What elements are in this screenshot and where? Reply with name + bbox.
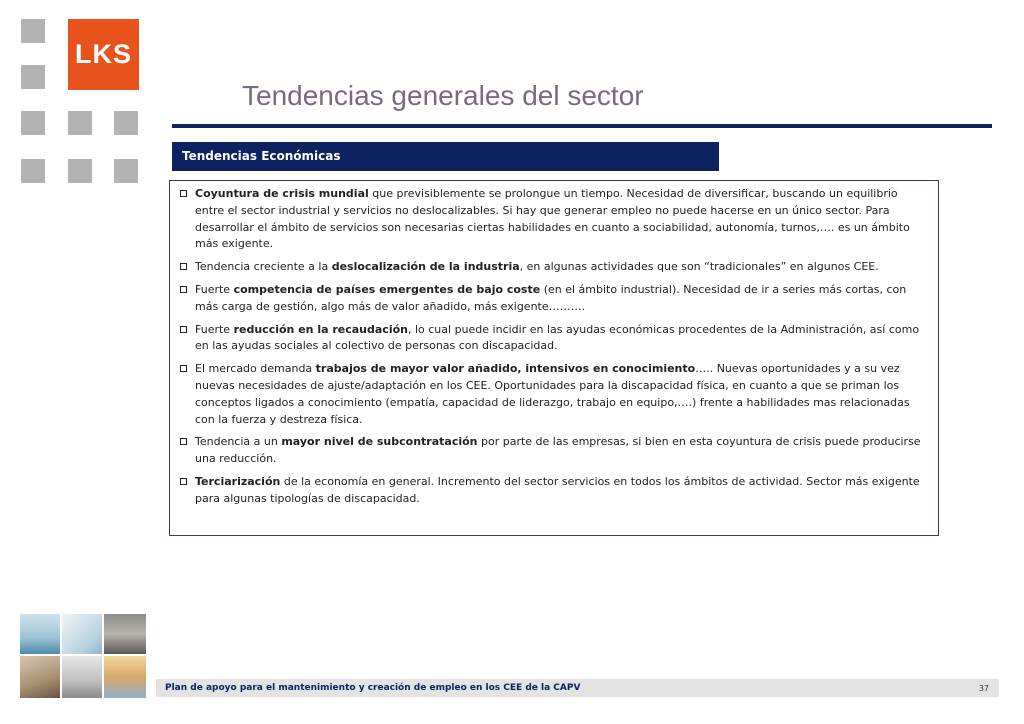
photo-writing-hand	[20, 656, 60, 698]
bullet-text: (en el ámbito industrial). Necesidad de ir a series más cortas, con más carga de gestión, algo más de valor añadido, más exigente……….	[195, 282, 907, 313]
decor-square	[114, 111, 138, 135]
section-heading-bar	[172, 142, 719, 171]
bullet-emphasis: Terciarización	[195, 474, 281, 488]
photo-paper-plane	[62, 614, 102, 654]
decor-square	[21, 65, 45, 89]
decor-square	[21, 159, 45, 183]
bullet-emphasis: Coyuntura de crisis mundial	[195, 187, 369, 200]
checkbox-bullet-icon	[180, 190, 187, 197]
list-item	[180, 434, 930, 468]
bullet-text: Tendencia a un	[195, 435, 282, 449]
list-item	[180, 361, 930, 428]
title-divider	[172, 124, 992, 128]
decor-square	[21, 111, 45, 135]
page-title: Tendencias generales del sector	[242, 80, 644, 111]
list-item	[180, 474, 930, 508]
bullet-emphasis: reducción en la recaudación	[233, 322, 408, 336]
trends-content-box	[169, 180, 939, 536]
photo-collage	[20, 614, 146, 698]
bullet-emphasis: competencia de países emergentes de bajo coste	[233, 282, 541, 296]
list-item	[180, 186, 930, 253]
bullet-text: El mercado demanda	[195, 362, 316, 376]
checkbox-bullet-icon	[180, 326, 187, 333]
bullet-text: Fuerte	[195, 282, 234, 296]
logo-text: LKS	[75, 39, 132, 69]
bullet-text: Tendencia creciente a la	[195, 260, 332, 274]
bullet-text: por parte de las empresas, si bien en esta coyuntura de crisis puede producirse una reducción.	[195, 435, 921, 466]
checkbox-bullet-icon	[180, 478, 187, 485]
decor-square	[68, 159, 92, 183]
decor-square	[114, 159, 138, 183]
page-number: 37	[978, 684, 989, 693]
footer	[156, 679, 999, 697]
photo-worker	[104, 614, 146, 654]
bullet-text: que previsiblemente se prolongue un tiempo. Necesidad de diversificar, buscando un equilibrio entre el sector industrial y servicios no deslocalizables. Si hay que generar empleo no puede hacerse en un único sector. Para desarrollar el ámbito de servicios son necesarias ciertas habilidades en cuanto a sociabilidad, autonomía, turnos,…. es un ámbito más exigente.	[195, 187, 910, 251]
photo-person-cap	[104, 656, 146, 698]
checkbox-bullet-icon	[180, 263, 187, 270]
checkbox-bullet-icon	[180, 286, 187, 293]
bullet-emphasis: mayor nivel de subcontratación	[281, 435, 478, 449]
bullet-text: , lo cual puede incidir en las ayudas económicas procedentes de la Administración, así como en las ayudas sociales al colectivo de personas con discapacidad.	[195, 322, 920, 353]
bullet-text: de la economía en general. Incremento del sector servicios en todos los ámbitos de actividad. Sector más exigente para algunas tipologías de discapacidad.	[195, 474, 920, 505]
decor-square	[21, 19, 45, 43]
section-heading: Tendencias Económicas	[182, 149, 341, 163]
bullet-text: , en algunas actividades que son “tradicionales” en algunos CEE.	[519, 260, 879, 274]
list-item	[180, 259, 930, 276]
bullet-emphasis: deslocalización de la industria	[331, 260, 520, 274]
bullet-emphasis: trabajos de mayor valor añadido, intensivos en conocimiento	[315, 362, 696, 376]
photo-plant-in-hands	[20, 614, 60, 654]
photo-wheelchair	[62, 656, 102, 698]
bullet-text: ….. Nuevas oportunidades y a su vez nuevas necesidades de ajuste/adaptación en los CEE. Oportunidades para la discapacidad física, en cuanto a que se priman los conceptos ligados a conocimiento (empatía, capacidad de liderazgo, trabajo en equipo,….) frente a habilidades mas relacionadas con la fuerza y destreza física.	[195, 362, 910, 426]
bullet-text: Fuerte	[195, 322, 234, 336]
list-item	[180, 322, 930, 356]
lks-logo	[68, 19, 139, 90]
list-item	[180, 282, 930, 316]
checkbox-bullet-icon	[180, 438, 187, 445]
checkbox-bullet-icon	[180, 365, 187, 372]
footer-text: Plan de apoyo para el mantenimiento y creación de empleo en los CEE de la CAPV	[165, 683, 581, 693]
decor-square	[68, 111, 92, 135]
